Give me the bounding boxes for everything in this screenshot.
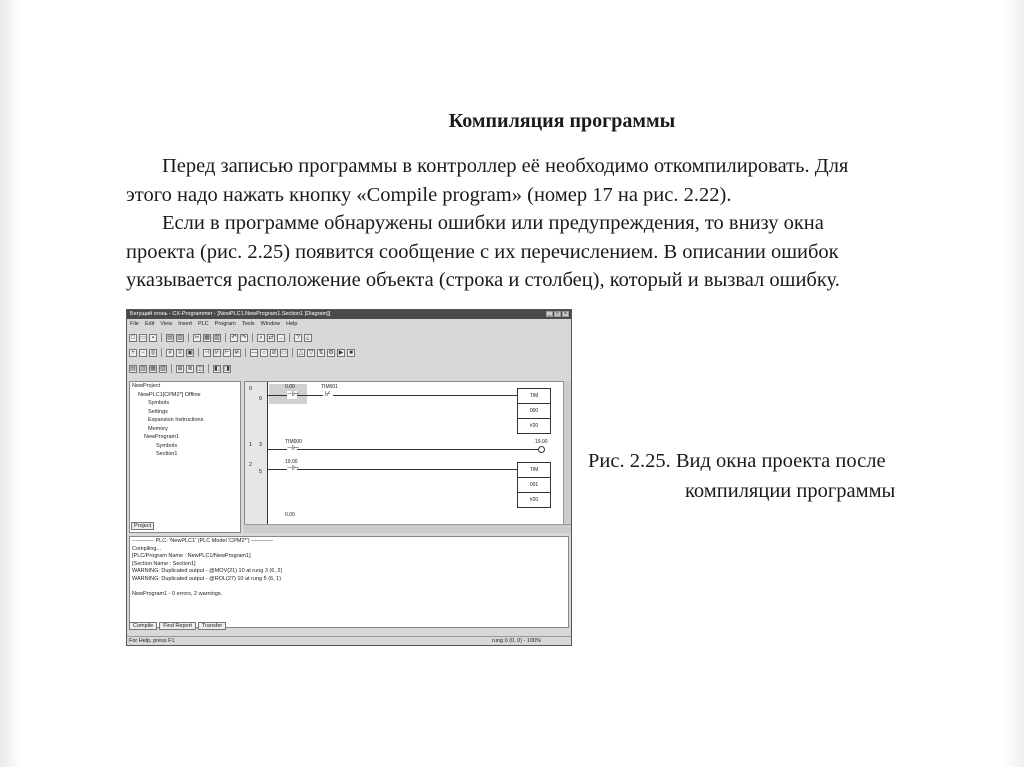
copy-icon[interactable]: ▦ [204, 334, 210, 341]
rung-number: 1 [249, 442, 253, 448]
rung-number: 0 [249, 386, 253, 392]
toolbar-view [129, 363, 231, 374]
find-icon[interactable]: ⌕ [257, 334, 265, 342]
cut-icon[interactable]: ✂ [194, 334, 200, 341]
contact-label: TIM001 [321, 384, 338, 390]
menu-help[interactable]: Help [286, 321, 298, 327]
tab-compile[interactable]: Compile [129, 622, 157, 630]
ladder-diagram [244, 381, 571, 533]
instruction-icon[interactable]: ▭ [281, 349, 287, 356]
tab-find-report[interactable]: Find Report [159, 622, 196, 630]
contact-no-icon[interactable]: ⊣⊢ [287, 465, 300, 472]
contact-nc-icon[interactable]: ⊬ [324, 391, 332, 398]
rung-wire [267, 449, 539, 450]
toolbar-separator [198, 348, 199, 357]
timer-type: TIM [518, 389, 550, 404]
toolbar-separator [188, 333, 189, 342]
figure-caption [588, 446, 895, 506]
contact-no-icon[interactable]: ⊣⊢ [287, 391, 300, 398]
wire-h-icon[interactable]: — [251, 349, 257, 356]
output-view-icon[interactable]: ▥ [140, 365, 146, 372]
menu-insert[interactable]: Insert [178, 321, 192, 327]
help-icon[interactable]: ? [294, 334, 302, 342]
menu-tools[interactable]: Tools [241, 321, 255, 327]
address-reference-icon[interactable]: ◨ [224, 365, 230, 372]
tree-item-memory[interactable]: Memory [148, 425, 168, 432]
tree-item-program-symbols[interactable]: Symbols [156, 442, 178, 449]
toolbar-separator [245, 348, 246, 357]
timer-setpoint: #20 [529, 423, 539, 429]
tree-item-project[interactable]: NewProject [132, 383, 161, 389]
output-line [132, 583, 566, 591]
coil-icon[interactable]: ○ [260, 349, 268, 357]
redo-icon[interactable]: ↷ [241, 334, 247, 341]
output-line: ------------ PLC: 'NewPLC1' (PLC Model 'CPM2*') ------------ [132, 538, 274, 544]
rung-wire [267, 469, 517, 470]
xref-view-icon[interactable]: ▧ [160, 365, 166, 372]
save-icon[interactable]: ▪ [149, 334, 157, 342]
paragraph-2-line-3: указывается расположение объекта (строка и столбец), который и вызвал ошибку. [126, 269, 840, 291]
coil-nc-icon[interactable]: ⊘ [271, 349, 277, 356]
tree-item-plc[interactable]: NewPLC1[CPM2*] Offline [138, 391, 201, 398]
contact-label: 0.00 [285, 384, 295, 390]
watch-view-icon[interactable]: ▦ [150, 365, 156, 372]
context-help-icon[interactable]: ¿ [304, 334, 312, 342]
output-line: WARNING: Duplicated output - @MOV(21) 10 at rung 3 (6, 2) [132, 568, 283, 574]
caption-line-1: Рис. 2.25. Вид окна проекта после [588, 450, 886, 472]
contact-nc-icon[interactable]: ⊬ [214, 349, 220, 356]
toolbar-separator [208, 364, 209, 373]
menu-window[interactable]: Window [260, 321, 281, 327]
ladder-view-icon[interactable]: ⊞ [177, 365, 183, 372]
transfer-icon[interactable]: ⇅ [318, 349, 324, 356]
toolbar-separator [252, 333, 253, 342]
paragraph-2-line-1: Если в программе обнаружены ошибки или предупреждения, то внизу окна [162, 212, 824, 234]
toolbar-diagram [129, 347, 355, 358]
stop-mode-icon[interactable]: ■ [347, 349, 355, 357]
project-tree [129, 381, 241, 533]
toolbar-separator [225, 333, 226, 342]
undo-icon[interactable]: ↶ [231, 334, 237, 341]
paste-icon[interactable]: ▧ [214, 334, 220, 341]
status-bar [127, 636, 571, 645]
close-icon[interactable]: × [562, 311, 569, 317]
diagram-hscroll[interactable] [244, 524, 571, 533]
status-position: rung 0 (0, 0) - 100% [492, 638, 541, 644]
output-line: WARNING: Duplicated output - @ROL(27) 10 at rung 5 (6, 1) [132, 575, 282, 582]
print-icon[interactable]: ▤ [167, 334, 173, 341]
status-help: For Help, press F1 [129, 638, 175, 644]
timer-number: 000 [518, 404, 550, 419]
diagram-vscroll[interactable] [563, 381, 571, 524]
maximize-icon[interactable]: □ [555, 311, 560, 317]
mnemonic-view-icon[interactable]: ≣ [187, 365, 193, 372]
timer-block[interactable] [517, 388, 551, 434]
goto-icon[interactable]: → [278, 334, 284, 341]
menu-edit[interactable]: Edit [144, 321, 155, 327]
paragraph-1-line-1: Перед записью программы в контроллер её необходимо откомпилировать. Для [162, 155, 849, 177]
contact-no-icon[interactable]: ⊣ [204, 349, 210, 356]
properties-icon[interactable]: ◧ [214, 365, 220, 372]
timer-setpoint: #20 [529, 497, 539, 503]
project-view-icon[interactable]: ▤ [130, 365, 136, 372]
coil-label: 19.00 [535, 439, 548, 445]
toolbar-separator [171, 364, 172, 373]
toolbar-separator [161, 333, 162, 342]
caption-line-2: компиляции программы [685, 480, 896, 502]
toolbar-separator [161, 348, 162, 357]
replace-icon[interactable]: ⇄ [268, 334, 274, 341]
toolbar-separator [292, 348, 293, 357]
menu-bar [127, 320, 571, 329]
offline-icon[interactable]: ▽ [308, 349, 314, 356]
window-title: Бегущий огонь - CX-Programmer - [NewPLC1.NewProgram1.Section1 [Diagram]] [130, 311, 331, 317]
contact-label: 0.00 [285, 512, 295, 518]
tab-transfer[interactable]: Transfer [198, 622, 226, 630]
step-number: 5 [259, 469, 263, 475]
minimize-icon[interactable]: _ [546, 311, 553, 317]
rung-gutter [245, 382, 268, 533]
timer-number: 001 [518, 478, 550, 493]
contact-label: 19.00 [285, 459, 298, 465]
contact-no-icon[interactable]: ⊣⊢ [287, 445, 300, 452]
tree-item-settings[interactable]: Settings [148, 408, 168, 415]
contact-label: TIM000 [285, 439, 302, 445]
monitor-icon[interactable]: ▣ [187, 349, 193, 356]
tree-item-symbols[interactable]: Symbols [148, 400, 170, 406]
output-line: NewProgram1 - 0 errors, 2 warnings. [132, 590, 223, 597]
output-line: [PLC/Program Name : NewPLC1/NewProgram1] [132, 553, 251, 559]
run-mode-icon[interactable]: ▶ [338, 349, 344, 356]
cx-programmer-screenshot [126, 309, 572, 646]
power-rail [267, 382, 268, 533]
new-icon[interactable]: □ [129, 334, 137, 342]
online-icon[interactable]: △ [298, 349, 304, 356]
rung-number: 2 [249, 462, 253, 468]
zoom-fit-icon[interactable]: ◎ [150, 349, 156, 356]
window-titlebar [127, 310, 571, 319]
coil-icon[interactable] [538, 446, 545, 453]
open-icon[interactable]: ▭ [140, 334, 146, 341]
menu-program[interactable]: Program [214, 321, 236, 327]
toolbar-separator [289, 333, 290, 342]
body-text [126, 152, 934, 295]
menu-view[interactable]: View [160, 321, 173, 327]
rung-wire [267, 395, 517, 396]
page-title: Компиляция программы [448, 110, 676, 132]
local-symbols-icon[interactable]: ◫ [197, 365, 203, 372]
tree-item-program[interactable]: NewProgram1 [144, 434, 180, 440]
paragraph-2-line-2: проекта (рис. 2.25) появится сообщение с их перечислением. В описании ошибок [126, 240, 839, 263]
window-controls [546, 311, 569, 317]
zoom-in-icon[interactable]: + [129, 349, 137, 357]
menu-plc[interactable]: PLC [197, 321, 209, 327]
step-number: 3 [259, 442, 263, 448]
compile-program-icon[interactable]: ⚙ [328, 349, 334, 356]
output-window [129, 536, 569, 628]
tree-item-expansion[interactable]: Expansion Instructions [148, 417, 204, 423]
preview-icon[interactable]: ▥ [177, 334, 183, 341]
contact-or-icon[interactable]: ⊢ [224, 349, 230, 356]
menu-file[interactable]: File [130, 321, 139, 327]
toolbar-standard [129, 332, 312, 343]
output-line: [Section Name : Section1] [132, 560, 196, 567]
comment-icon[interactable]: ≡ [176, 349, 184, 357]
step-number: 0 [259, 396, 263, 402]
output-tabs [129, 622, 226, 630]
output-line: Compiling... [132, 545, 162, 552]
timer-type: TIM [518, 463, 550, 478]
grid-icon[interactable]: # [166, 349, 174, 357]
tab-project[interactable]: Project [131, 522, 154, 530]
contact-ornot-icon[interactable]: ⊭ [234, 349, 240, 356]
tree-item-section[interactable]: Section1 [156, 451, 178, 457]
zoom-out-icon[interactable]: − [139, 349, 147, 357]
timer-block[interactable] [517, 462, 551, 508]
paragraph-1-line-2: этого надо нажать кнопку «Compile program» (номер 17 на рис. 2.22). [126, 183, 732, 206]
